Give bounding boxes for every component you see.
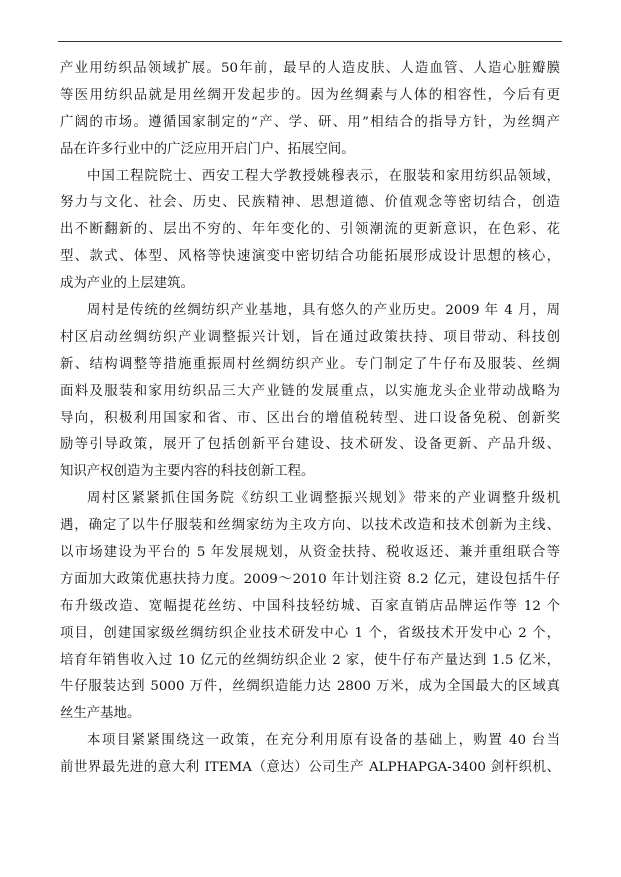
paragraph-line: 遇，确定了以牛仔服装和丝绸家纺为主攻方向、以技术改造和技术创新为主线、 (60, 518, 560, 534)
paragraph-line: 项目，创建国家级丝绸纺织企业技术研发中心 1 个，省级技术开发中心 2 个， (60, 625, 560, 641)
paragraph (60, 486, 560, 728)
paragraph-line: 方面加大政策优惠扶持力度。2009～2010 年计划注资 8.2 亿元，建设包括牛仔 (60, 571, 560, 587)
paragraph-line: 成为产业的上层建筑。 (60, 276, 194, 292)
header-rule (58, 41, 562, 42)
paragraph-line: 以市场建设为平台的 5 年发展规划，从资金扶持、税收返还、兼并重组联合等 (60, 545, 560, 561)
paragraph-line: 面料及服装和家用纺织品三大产业链的发展重点，以实施龙头企业带动战略为 (60, 383, 560, 399)
paragraph-line: 中国工程院院士、西安工程大学教授姚穆表示，在服装和家用纺织品领域， (87, 168, 560, 184)
paragraph (60, 298, 560, 486)
paragraph-line: 村区启动丝绸纺织产业调整振兴计划，旨在通过政策扶持、项目带动、科技创 (60, 329, 560, 345)
paragraph-line: 新、结构调整等措施重振周村丝绸纺织产业。专门制定了牛仔布及服装、丝绸 (60, 356, 560, 372)
paragraph-line: 布升级改造、宽幅提花丝纺、中国科技轻纺城、百家直销店品牌运作等 12 个 (60, 598, 560, 614)
paragraph-line: 前世界最先进的意大利 ITEMA（意达）公司生产 ALPHAPGA-3400 剑杆织机、 (60, 760, 560, 776)
paragraph-line: 知识产权创造为主要内容的科技创新工程。 (60, 464, 315, 480)
paragraph-line: 产业用纺织品领域扩展。50年前，最早的人造皮肤、人造血管、人造心脏瓣膜 (60, 61, 560, 76)
paragraph-line: 广阔的市场。遵循国家制定的“产、学、研、用”相结合的指导方针，为丝绸产 (60, 114, 560, 130)
paragraph (60, 164, 560, 298)
paragraph (60, 56, 560, 164)
paragraph-line: 出不断翻新的、层出不穷的、年年变化的、引领潮流的更新意识，在色彩、花 (60, 222, 560, 238)
paragraph-line: 型、款式、体型、风格等快速演变中密切结合功能拓展形成设计思想的核心， (60, 249, 560, 265)
paragraph-line: 周村区紧紧抓住国务院《纺织工业调整振兴规划》带来的产业调整升级机 (87, 491, 560, 507)
paragraph-line: 本项目紧紧围绕这一政策，在充分利用原有设备的基础上，购置 40 台当 (87, 733, 560, 749)
paragraph-line: 导向，积极利用国家和省、市、区出台的增值税转型、进口设备免税、创新奖 (60, 410, 560, 426)
paragraph-line: 丝生产基地。 (60, 706, 141, 722)
document-body (60, 56, 560, 782)
paragraph (60, 728, 560, 782)
paragraph-line: 努力与文化、社会、历史、民族精神、思想道德、价值观念等密切结合，创造 (60, 195, 560, 211)
paragraph-line: 牛仔服装达到 5000 万件，丝绸织造能力达 2800 万米，成为全国最大的区域真 (60, 679, 560, 695)
paragraph-line: 励等引导政策，展开了包括创新平台建设、技术研发、设备更新、产品升级、 (60, 437, 560, 453)
paragraph-line: 培育年销售收入过 10 亿元的丝绸纺织企业 2 家，使牛仔布产量达到 1.5 亿米， (60, 652, 560, 668)
paragraph-line: 周村是传统的丝绸纺织产业基地，具有悠久的产业历史。2009 年 4 月，周 (87, 303, 560, 319)
paragraph-line: 等医用纺织品就是用丝绸开发起步的。因为丝绸素与人体的相容性，今后有更 (60, 87, 560, 103)
paragraph-line: 品在许多行业中的广泛应用开启门户、拓展空间。 (60, 141, 355, 157)
